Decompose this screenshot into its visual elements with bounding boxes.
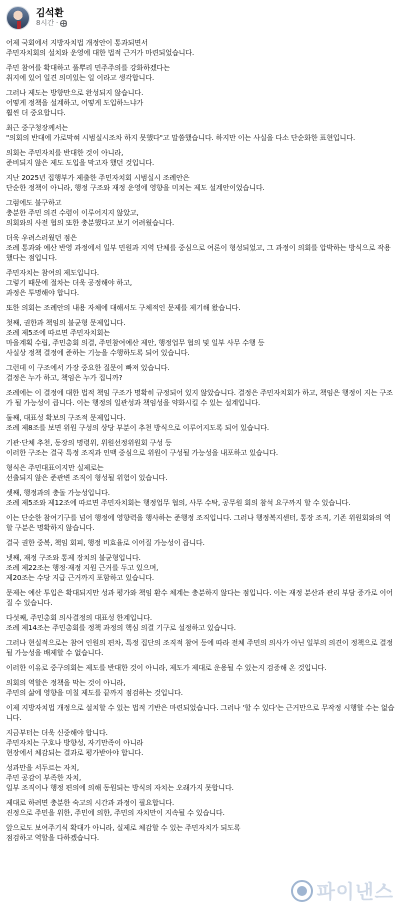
post-paragraph: 어제 국회에서 지방자치법 개정안이 통과되면서 주민자치회의 설치와 운영에 대한 법적 근거가 마련되었습니다. xyxy=(6,39,195,57)
post-paragraph: 기관·단체 추천, 동장의 명령위, 위원선정위원회 구성 등 이러한 구조는 결국 특정 조직과 인맥 중심으로 위원이 구성될 가능성을 내포하고 있습니다. xyxy=(6,439,278,457)
post-paragraph: 최근 중구청장께서는 "의회의 반대에 가로막혀 시범실시조차 하지 못했다"고 말씀했습니다. 하지만 이는 사실을 다소 단순화한 표현입니다. xyxy=(6,124,356,142)
post-paragraph: 그러나 현실적으로는 참여 인원의 편차, 특정 집단의 조직적 참여 등에 따라 전체 주민의 의사가 아닌 일부의 의견이 정책으로 결정될 가능성을 배제할 수 없습니다. xyxy=(6,639,393,657)
post-paragraph: 더욱 우려스러웠던 점은 조례 통과와 예산 반영 과정에서 일부 민원과 지역 단체를 중심으로 여론이 형성되었고, 그 과정이 의회를 압박하는 방식으로 작용했다는 점입니다. xyxy=(6,234,391,262)
post-paragraph: 이는 단순한 참여기구를 넘어 행정에 영향력을 행사하는 준행정 조직입니다. 그러나 행정복지센터, 통장 조직, 기존 위원회와의 역할 구분은 명확하지 않습니다. xyxy=(6,514,391,532)
post-paragraph: 셋째, 행정과의 충돌 가능성입니다. 조례 제5조와 제12조에 따르면 주민자치회는 행정업무 협의, 사무 수탁, 공무원 회의 참석 요구까지 할 수 있습니다. xyxy=(6,489,351,507)
post-paragraph: 문제는 예산 투입은 확대되지만 성과 평가와 책임 환수 체계는 충분하지 않다는 점입니다. 이는 재정 분산과 관리 부담 증가로 이어질 수 있습니다. xyxy=(6,589,393,607)
post-paragraph: 그럼에도 불구하고 충분한 주민 의견 수렴이 이루어지지 않았고, 의회와의 사전 협의 또한 충분했다고 보기 어려웠습니다. xyxy=(6,199,175,227)
post-paragraph: 다섯째, 주민총회 의사결정의 대표성 한계입니다. 조례 제14조는 주민총회를 정책 과정의 핵심 의결 기구로 설정하고 있습니다. xyxy=(6,614,236,632)
globe-icon xyxy=(60,20,67,27)
post-paragraph: 형식은 주민대표이지만 실제로는 선출되지 않은 준관변 조직이 형성될 위험이 있습니다. xyxy=(6,464,168,482)
watermark-text: 파이낸스 xyxy=(316,881,394,903)
post-paragraph: 넷째, 재정 구조와 통제 장치의 불균형입니다. 조례 제22조는 행정·재정 지원 근거를 두고 있으며, 제20조는 수당 지급 근거까지 포함하고 있습니다. xyxy=(6,554,159,582)
post-time[interactable]: 8시간 xyxy=(36,19,54,27)
post-paragraph: 지난 2025년 집행부가 제출한 주민자치회 시범실시 조례안은 단순한 정책이 아니라, 행정 구조와 재정 운영에 영향을 미치는 제도 설계안이었습니다. xyxy=(6,174,265,192)
post-header xyxy=(0,0,400,36)
post-paragraph: 앞으로도 보여주기식 확대가 아니라, 실제로 체감할 수 있는 주민자치가 되도록 점검하고 역할을 다하겠습니다. xyxy=(6,824,241,842)
post-paragraph: 둘째, 대표성 확보의 구조적 문제입니다. 조례 제8조를 보면 위원 구성의 상당 부분이 추천 방식으로 이루어지도록 되어 있습니다. xyxy=(6,414,270,432)
post-paragraph: 조례에는 이 결정에 대한 법적 책임 구조가 명확히 규정되어 있지 않았습니다. 결정은 주민자치회가 하고, 책임은 행정이 지는 구조가 될 가능성이 큽니다. 이는 행정의 일관성과 책임성을 약화시킬 수 있는 설계입니다. xyxy=(6,389,393,407)
post-paragraph: 그런데 이 구조에서 가장 중요한 질문이 빠져 있습니다. 결정은 누가 하고, 책임은 누가 집니까? xyxy=(6,364,170,382)
post-body xyxy=(6,38,396,848)
post-paragraph: 또한 의회는 조례안의 내용 자체에 대해서도 구체적인 문제를 제기해 왔습니다. xyxy=(6,304,241,312)
post-paragraph: 첫째, 권한과 책임의 불균형 문제입니다. 조례 제5조에 따르면 주민자치회는 마을계획 수립, 주민총회 의결, 주민참여예산 제안, 행정업무 협의 및 일부 사무 수행 등 사실상 정책 결정에 준하는 기능을 수행하도록 되어 있습니다. xyxy=(6,319,265,357)
watermark xyxy=(291,877,394,904)
post-paragraph: 성과만을 서두르는 자치, 주민 공감이 부족한 자치, 일부 조직이나 행정 편의에 의해 동원되는 방식의 자치는 오래가지 못합니다. xyxy=(6,764,234,792)
post-paragraph: 그러나 제도는 방향만으로 완성되지 않습니다. 어떻게 정책을 설계하고, 어떻게 도입하느냐가 훨씬 더 중요합니다. xyxy=(6,89,144,117)
post-meta xyxy=(36,18,67,28)
post-paragraph: 의회는 주민자치를 반대한 것이 아니라, 준비되지 않은 제도 도입을 막고자 했던 것입니다. xyxy=(6,149,155,167)
post-paragraph: 결국 권한 중복, 책임 회피, 행정 비효율로 이어질 가능성이 큽니다. xyxy=(6,539,205,547)
author-name[interactable]: 김석환 xyxy=(36,8,64,19)
meta-separator: · xyxy=(55,19,59,27)
avatar-tie xyxy=(17,21,21,30)
watermark-logo-icon xyxy=(291,880,313,902)
post-paragraph: 이러한 이유로 중구의회는 제도를 반대한 것이 아니라, 제도가 제대로 운용될 수 있는지 검증해 온 것입니다. xyxy=(6,664,327,672)
post-paragraph: 제대로 하려면 충분한 숙고의 시간과 과정이 필요합니다. 진정으로 주민을 위한, 주민에 의한, 주민의 자치만이 지속될 수 있습니다. xyxy=(6,799,225,817)
post-paragraph: 주민자치는 참여의 제도입니다. 그렇기 때문에 절차는 더욱 공정해야 하고, 과정은 투명해야 합니다. xyxy=(6,269,133,297)
author-avatar[interactable] xyxy=(6,6,30,30)
post-paragraph: 주민 참여를 확대하고 풀뿌리 민주주의를 강화하겠다는 취지에 있어 일견 의미있는 일 이라고 생각합니다. xyxy=(6,64,170,82)
post-paragraph: 이제 지방자치법 개정으로 설치할 수 있는 법적 기반은 마련되었습니다. 그러나 '할 수 있다'는 근거만으로 무작정 시행할 수는 없습니다. xyxy=(6,704,395,722)
post-paragraph: 지금부터는 더욱 신중해야 합니다. 주민자치는 구호나 방향성, 자기만족이 아니라 현장에서 체감되는 결과로 평가받아야 합니다. xyxy=(6,729,144,757)
post-paragraph: 의회의 역할은 정책을 막는 것이 아니라, 주민의 삶에 영향을 미칠 제도를 끝까지 점검하는 것입니다. xyxy=(6,679,183,697)
